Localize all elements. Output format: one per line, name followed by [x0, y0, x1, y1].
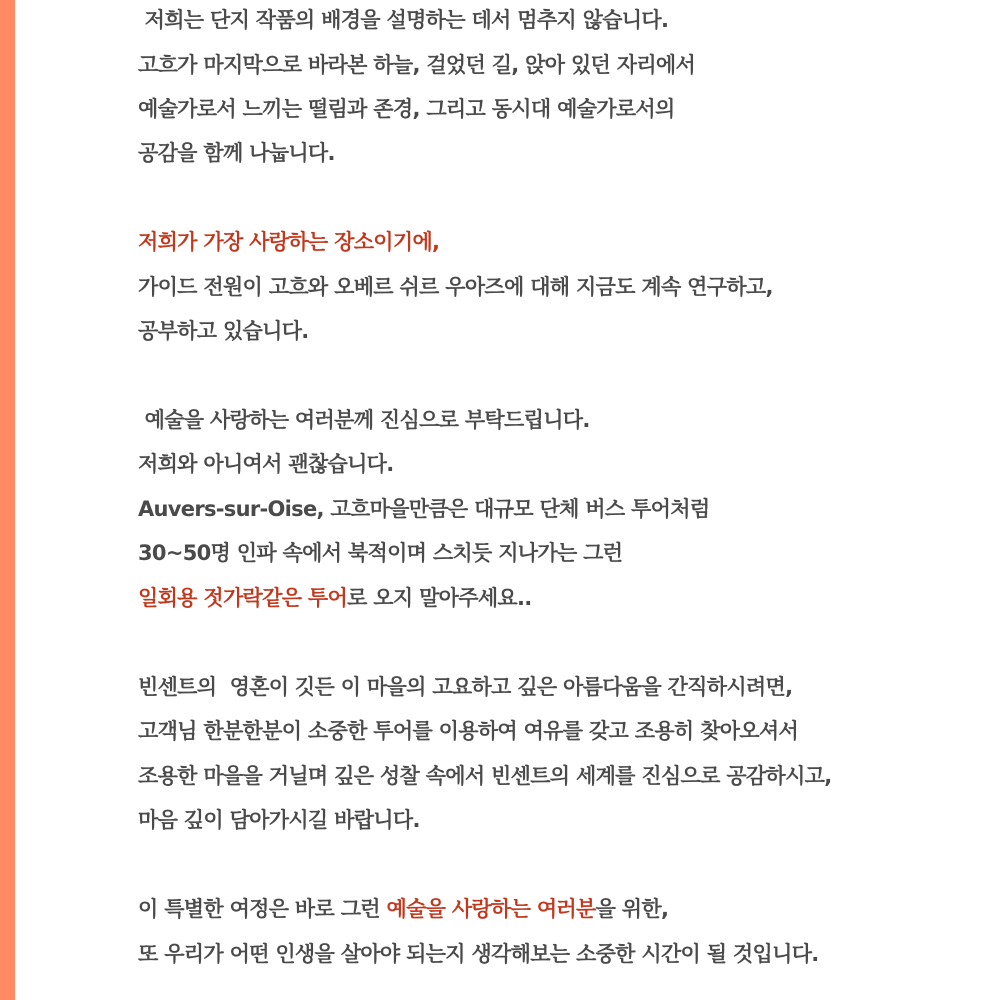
paragraph-3-line-3: Auvers-sur-Oise, 고흐마을만큼은 대규모 단체 버스 투어처럼 — [138, 497, 710, 521]
paragraph-1-line-4: 공감을 함께 나눕니다. — [138, 141, 335, 165]
paragraph-2-highlight-line: 저희가 가장 사랑하는 장소이기에, — [138, 230, 440, 254]
paragraph-4-line-1: 빈센트의 영혼이 깃든 이 마을의 고요하고 깊은 아름다움을 간직하시려면, — [138, 675, 793, 699]
highlight-phrase: 예술을 사랑하는 여러분 — [386, 897, 596, 921]
paragraph-4-line-4: 마음 깊이 담아가시길 바랍니다. — [138, 808, 420, 832]
paragraph-1-line-1: 저희는 단지 작품의 배경을 설명하는 데서 멈추지 않습니다. — [138, 8, 669, 32]
paragraph-3-line-1: 예술을 사랑하는 여러분께 진심으로 부탁드립니다. — [138, 408, 590, 432]
paragraph-4-line-3: 조용한 마을을 거닐며 깊은 성찰 속에서 빈센트의 세계를 진심으로 공감하시고, — [138, 764, 832, 788]
left-accent-bar — [0, 0, 15, 1000]
paragraph-4-line-2: 고객님 한분한분이 소중한 투어를 이용하여 여유를 갖고 조용히 찾아오셔서 — [138, 719, 799, 743]
paragraph-5-line-1 — [138, 894, 668, 924]
paragraph-1-line-2: 고흐가 마지막으로 바라본 하늘, 걸었던 길, 앉아 있던 자리에서 — [138, 53, 696, 77]
paragraph-3-line-2: 저희와 아니여서 괜찮습니다. — [138, 452, 394, 476]
paragraph-1-line-3: 예술가로서 느끼는 떨림과 존경, 그리고 동시대 예술가로서의 — [138, 97, 675, 121]
paragraph-2-line-2: 공부하고 있습니다. — [138, 319, 309, 343]
line-start: 이 특별한 여정은 바로 그런 — [138, 897, 387, 921]
paragraph-5-line-2: 또 우리가 어떤 인생을 살아야 되는지 생각해보는 소중한 시간이 될 것입니다. — [138, 942, 819, 966]
line-continuation: 로 오지 말아주세요.. — [347, 586, 532, 610]
paragraph-3-line-5 — [138, 583, 532, 613]
paragraph-3-line-4: 30~50명 인파 속에서 북적이며 스치듯 지나가는 그런 — [138, 541, 623, 565]
paragraph-2-line-1: 가이드 전원이 고흐와 오베르 쉬르 우아즈에 대해 지금도 계속 연구하고, — [138, 275, 773, 299]
line-end: 을 위한, — [595, 897, 669, 921]
highlight-phrase: 일회용 젓가락같은 투어 — [138, 586, 348, 610]
